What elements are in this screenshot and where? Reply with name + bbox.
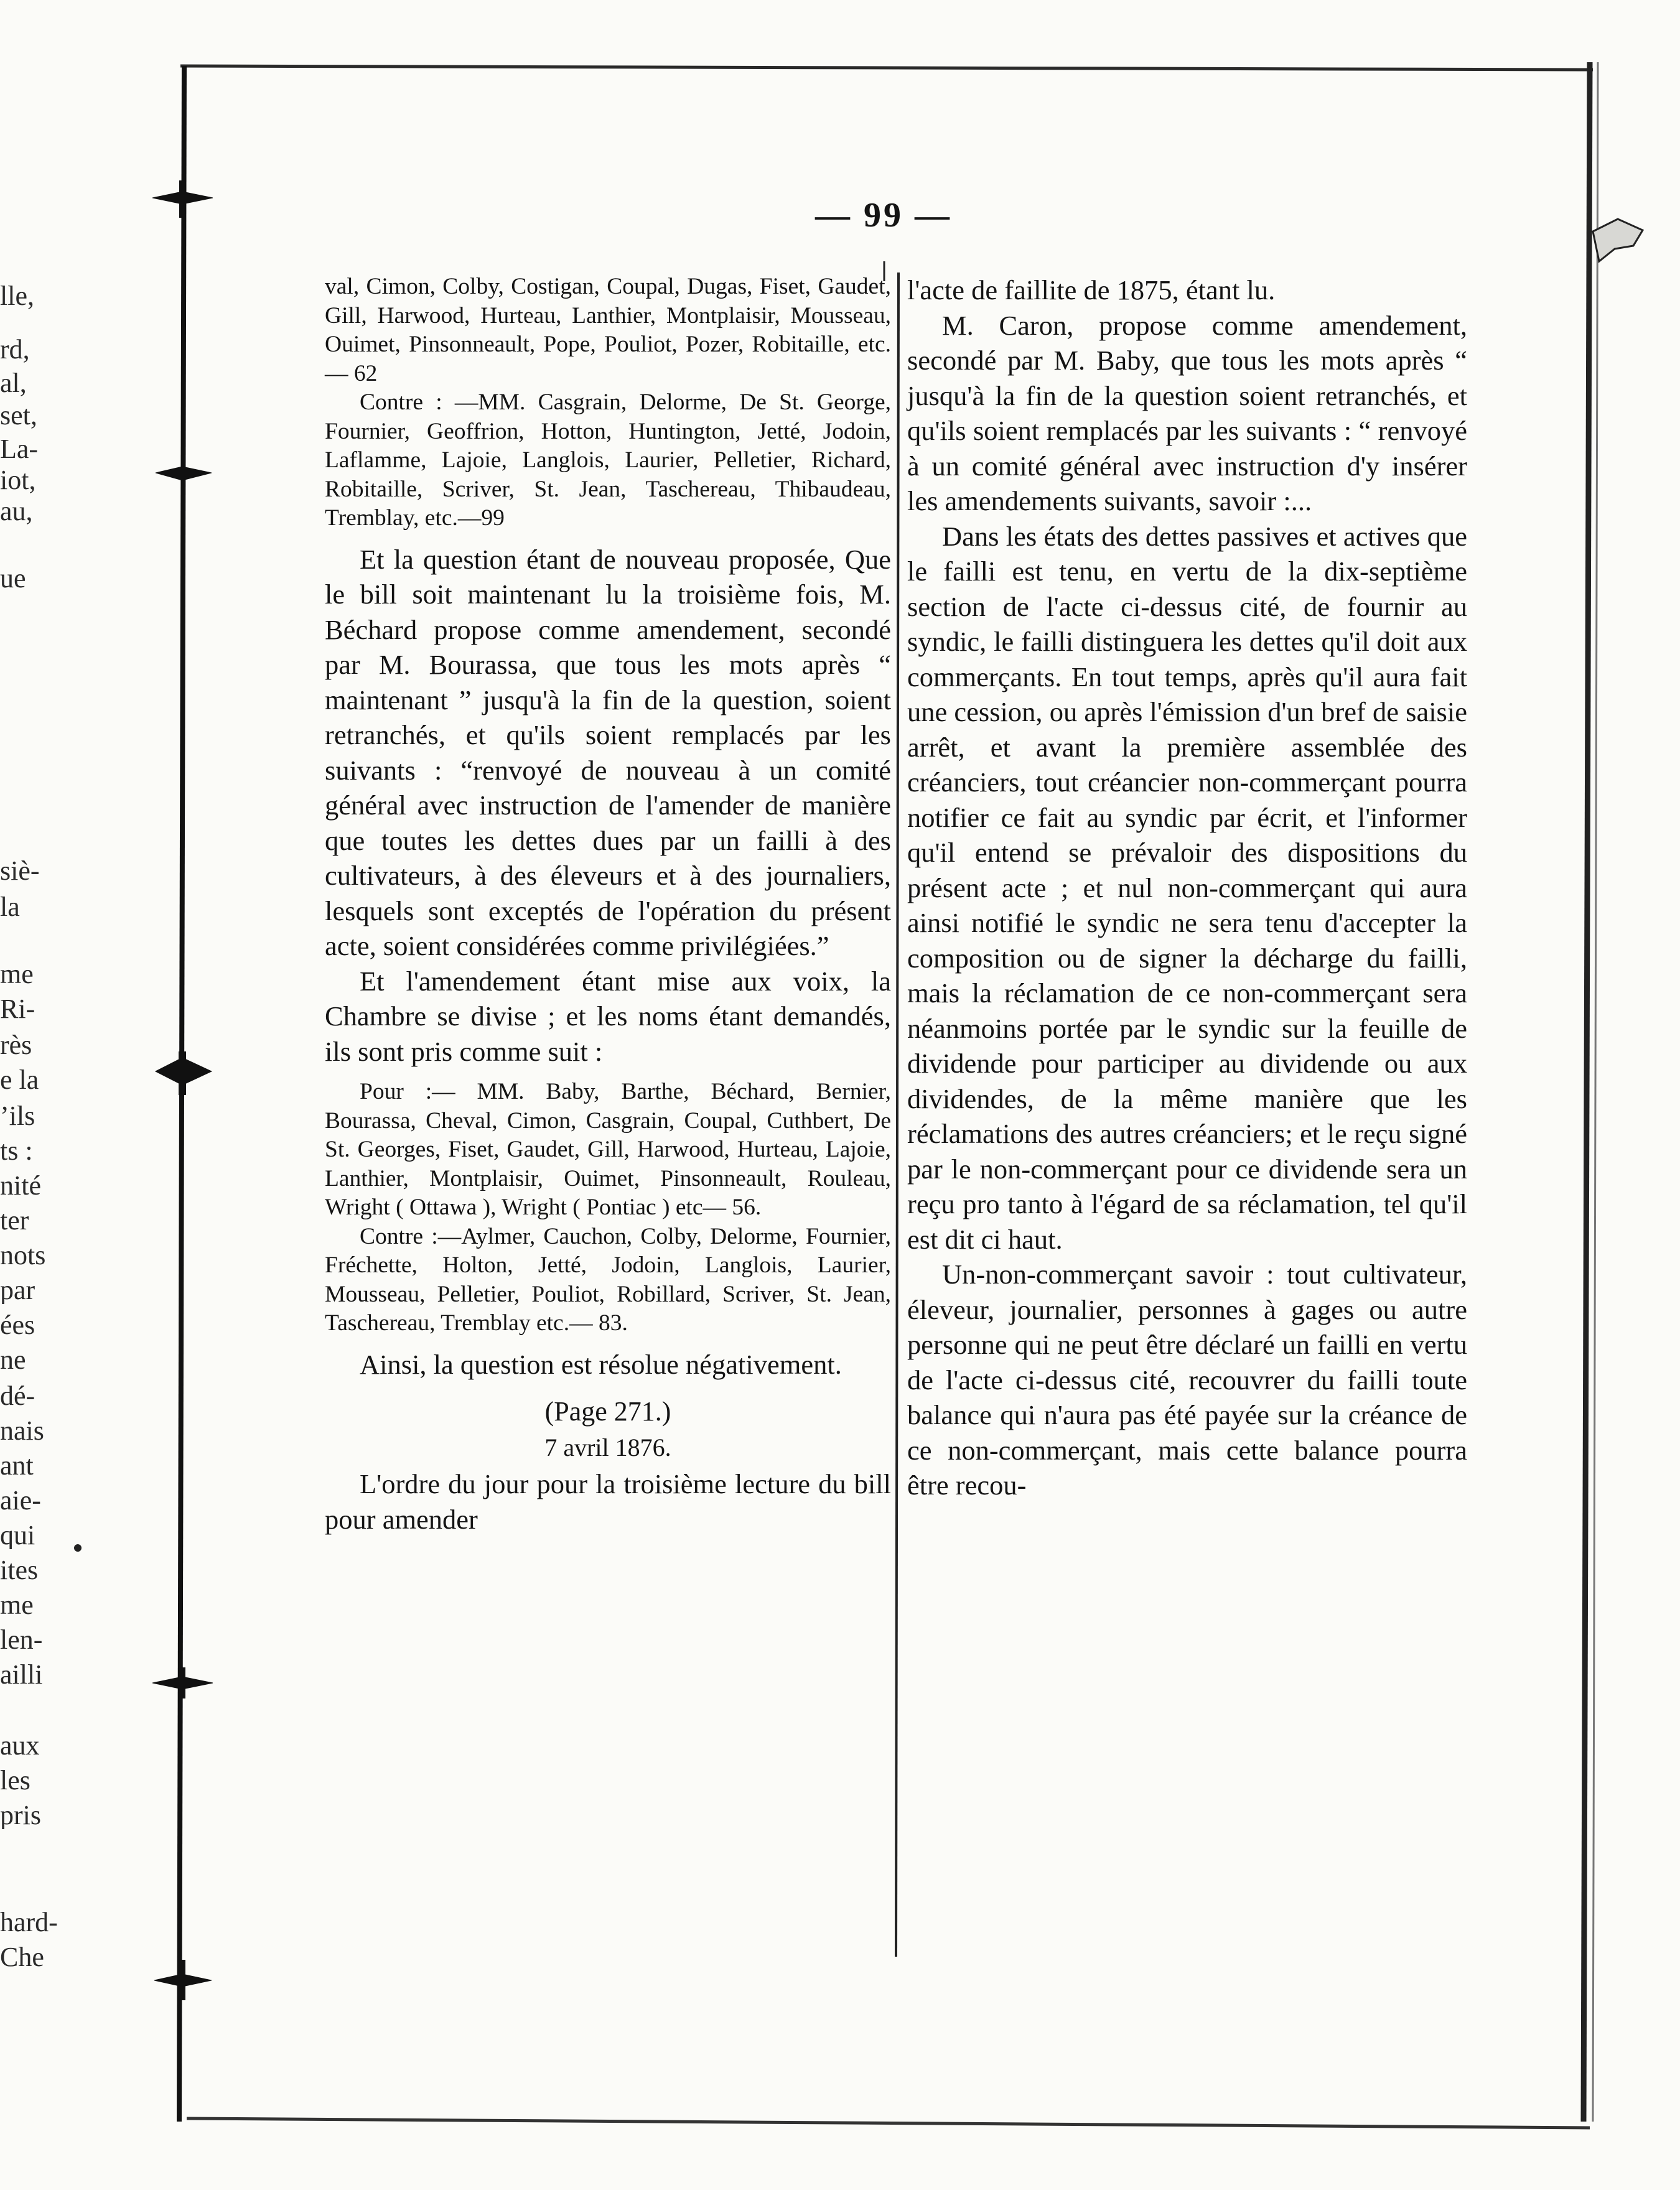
fragment-text: Che <box>0 1944 44 1971</box>
fragment-text: len- <box>0 1626 43 1654</box>
fragment-text: ter <box>0 1207 29 1234</box>
fragment-text: Ri- <box>0 995 35 1023</box>
fragment-text: qui <box>0 1522 35 1549</box>
fragment-text: iot, <box>0 467 36 494</box>
fragment-text: au, <box>0 498 33 525</box>
paragraph-question: Et la question étant de nouveau proposée, Que le bill soit maintenant lu la troisième fois, M. Béchard propose comme amendement, secondé par M. Bourassa, que tous les mots après “ maintenant ” jusqu'à la fin de la question, soient retranchés, et qu'ils soient remplacés par les suivants : “renvoyé de nouveau à un comité général avec instruction de l'amender de manière que toutes les dettes dues par un failli à des cultivateurs, à des éleveurs et à des journaliers, lesquels sont exceptés de l'opération du présent acte, soient considérées comme privilégiées.” <box>325 543 891 961</box>
fragment-text: me <box>0 961 34 988</box>
fragment-text: me <box>0 1591 34 1619</box>
vote-pour-list: Pour :— MM. Baby, Barthe, Béchard, Bernier, Bourassa, Cheval, Cimon, Casgrain, Coupal, Cuthbert, De St. Georges, Fiset, Gaudet, Gill, Harwood, Hurteau, Lajoie, Lanthier, Montplaisir, Ouimet, Pinsonneault, Rouleau, Wright ( Ottawa ), Wright ( Pontiac ) etc— 56. <box>325 1079 891 1220</box>
fragment-text: ne <box>0 1346 26 1374</box>
paragraph-caron: M. Caron, propose comme amendement, secondé par M. Baby, que tous les mots après “ jusqu'à la fin de la question soient retranchés, et qu'ils soient remplacés par les suivants : “ renvoyé à un comité général avec instruction d'y insérer les amendements suivants, savoir :... <box>907 309 1467 516</box>
paragraph-continuation: l'acte de faillite de 1875, étant lu. <box>907 274 1276 305</box>
fragment-text: ant <box>0 1452 34 1479</box>
fragment-text: ailli <box>0 1661 43 1689</box>
paragraph-ainsi: Ainsi, la question est résolue négativement. <box>360 1348 842 1380</box>
fragment-text: nais <box>0 1417 44 1445</box>
fragment-text: aux <box>0 1732 40 1759</box>
fragment-text: pris <box>0 1802 41 1829</box>
paragraph-non-commercant: Un-non-commerçant savoir : tout cultivateur, éleveur, journalier, personnes à gages ou autre personne qui ne peut être déclaré un failli en vertu de l'acte ci-dessus cité, recouvrer du failli toute balance qui n'aura pas été payée sur la créance de ce non-commerçant, mais cette balance pourra être recou- <box>907 1259 1467 1501</box>
fragment-text: ue <box>0 565 26 592</box>
fragment-text: ts : <box>0 1137 33 1165</box>
paragraph-etats-dettes: Dans les états des dettes passives et actives que le failli est tenu, en vertu de la dix-septième section de l'acte ci-dessus cité, de fournir au syndic, le failli distinguera les dettes qu'il doit aux commerçants. En tout temps, après qu'il aura fait une cession, ou après l'émission d'un bref de saisie arrêt, et avant la première assemblée des créanciers, tout créancier non-commerçant pourra notifier ce fait au syndic par écrit, et l'informer qu'il entend se prévaloir des dispositions du présent acte ; et nul non-commerçant qui aura ainsi notifié le syndic ne sera tenu d'accepter la composition ou de signer la décharge du failli, mais la réclamation de ce non-commerçant sera néanmoins portée par le syndic sur la feuille de dividende pour participer au dividende ou aux dividendes, de la même manière que les réclamations des autres créanciers; et le reçu signé par le non-commerçant pour ce dividende sera un reçu pro tanto à l'égard de sa réclamation, tel qu'il est dit ci haut. <box>907 520 1467 1255</box>
fragment-text: hard- <box>0 1909 58 1936</box>
right-column <box>907 273 1467 1503</box>
fragment-text: ées <box>0 1312 35 1339</box>
fragment-text: set, <box>0 402 37 429</box>
fragment-text: La- <box>0 436 39 463</box>
fragment-text: e la <box>0 1066 39 1094</box>
fragment-text: dé- <box>0 1382 35 1410</box>
fragment-text: ’ils <box>0 1102 35 1130</box>
fragment-text: par <box>0 1277 35 1304</box>
fragment-text: aie- <box>0 1487 41 1514</box>
paragraph-amendement: Et l'amendement étant mise aux voix, la Chambre se divise ; et les noms étant demandés, ils sont pris comme suit : <box>325 965 891 1067</box>
date-heading: 7 avril 1876. <box>544 1433 671 1461</box>
vote-contre-list-2: Contre :—Aylmer, Cauchon, Colby, Delorme, Fournier, Fréchette, Holton, Jetté, Jodoin, Langlois, Laurier, Mousseau, Pelletier, Pouliot, Robillard, Scriver, St. Jean, Taschereau, Tremblay etc.— 83. <box>325 1223 891 1336</box>
fragment-text: rès <box>0 1032 32 1059</box>
fragment-text: al, <box>0 370 27 397</box>
fragment-text: ites <box>0 1557 39 1584</box>
paragraph-ordre: L'ordre du jour pour la troisième lecture du bill pour amender <box>325 1468 891 1535</box>
fragment-text: nité <box>0 1172 41 1200</box>
fragment-text: les <box>0 1767 30 1794</box>
fragment-text: rd, <box>0 336 30 363</box>
fragment-text: siè- <box>0 857 40 885</box>
page-reference: (Page 271.) <box>544 1396 671 1427</box>
left-column <box>325 273 891 1537</box>
vote-pour-tail: val, Cimon, Colby, Costigan, Coupal, Dugas, Fiset, Gaudet, Gill, Harwood, Hurteau, Lanthier, Montplaisir, Mousseau, Ouimet, Pinsonneault, Pope, Pouliot, Pozer, Robitaille, etc. — 62 <box>325 274 891 386</box>
fragment-text: nots <box>0 1242 46 1269</box>
vote-contre-list: Contre : —MM. Casgrain, Delorme, De St. George, Fournier, Geoffrion, Hotton, Huntington, Jetté, Jodoin, Laflamme, Lajoie, Langlois, Laurier, Pelletier, Richard, Robitaille, Scriver, St. Jean, Taschereau, Thibaudeau, Tremblay, etc.—99 <box>325 389 891 531</box>
page-number: — 99 — <box>815 196 952 235</box>
fragment-text: la <box>0 893 20 921</box>
fragment-text: lle, <box>0 282 34 310</box>
